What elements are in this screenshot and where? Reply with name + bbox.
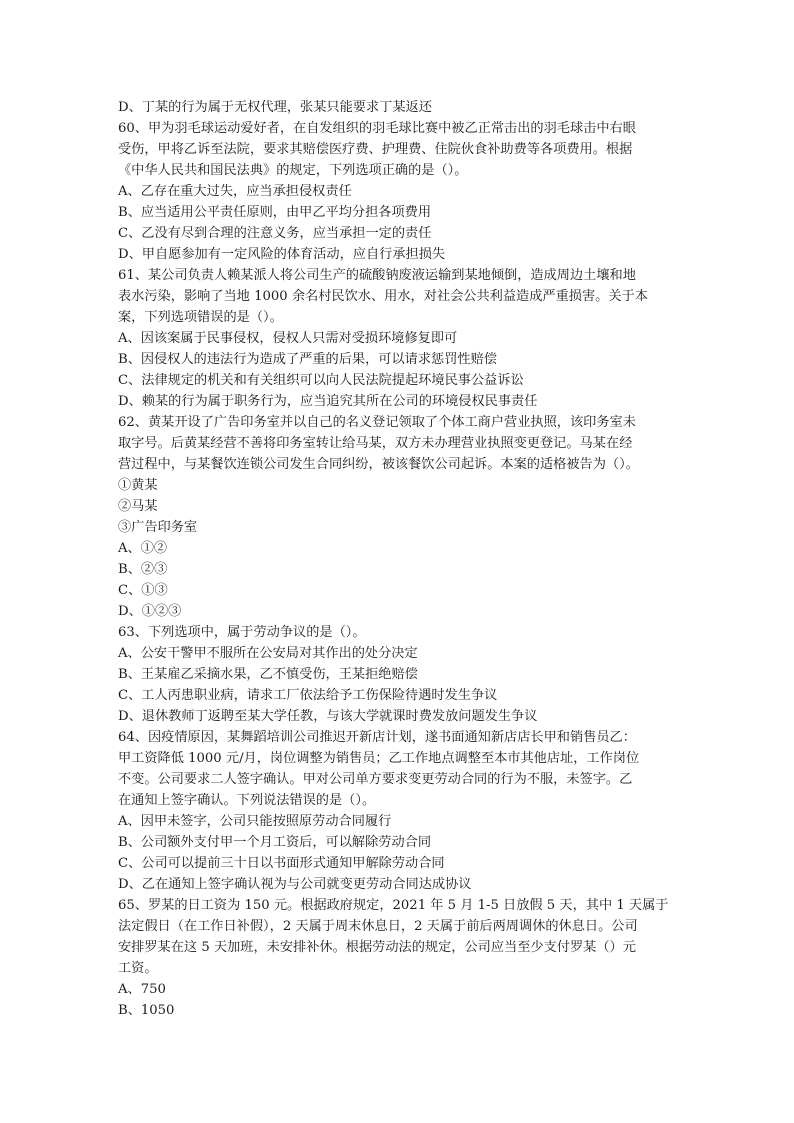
- text-line: A、750: [118, 982, 166, 997]
- text-line: D、赖某的行为属于职务行为，应当追究其所在公司的环境侵权民事责任: [118, 394, 538, 409]
- text-line: B、②③: [118, 562, 168, 577]
- text-line: A、乙存在重大过失，应当承担侵权责任: [118, 184, 352, 199]
- text-line: 63、下列选项中，属于劳动争议的是（）。: [118, 625, 366, 640]
- text-line: D、退休教师丁返聘至某大学任教，与该大学就课时费发放问题发生争议: [118, 709, 538, 724]
- text-line: 《中华人民共和国民法典》的规定，下列选项正确的是（）。: [118, 163, 468, 178]
- text-line: D、丁某的行为属于无权代理，张某只能要求丁某返还: [118, 100, 432, 115]
- text-line: 62、黄某开设了广告印务室并以自己的名义登记领取了个体工商户营业执照，该印务室未: [118, 415, 636, 430]
- text-line: B、王某雇乙采摘水果，乙不慎受伤，王某拒绝赔偿: [118, 667, 418, 682]
- text-line: A、①②: [118, 541, 168, 556]
- text-line: A、公安干警甲不服所在公安局对其作出的处分决定: [118, 646, 418, 661]
- text-line: ③广告印务室: [118, 520, 198, 535]
- text-line: ②马某: [118, 499, 158, 514]
- text-line: B、因侵权人的违法行为造成了严重的后果，可以请求惩罚性赔偿: [118, 352, 497, 367]
- text-line: 65、罗某的日工资为 150 元。根据政府规定，2021 年 5 月 1-5 日放假 5 天，其中 1 天属于: [118, 898, 669, 913]
- document-page: [118, 97, 678, 1021]
- text-line: 64、因疫情原因，某舞蹈培训公司推迟开新店计划，遂书面通知新店店长甲和销售员乙：: [118, 730, 636, 745]
- text-line: C、①③: [118, 583, 168, 598]
- text-line: 不变。公司要求二人签字确认。甲对公司单方要求变更劳动合同的行为不服，未签字。乙: [118, 772, 633, 787]
- text-line: 60、甲为羽毛球运动爱好者，在自发组织的羽毛球比赛中被乙正常击出的羽毛球击中右眼: [118, 121, 636, 136]
- text-line: 取字号。后黄某经营不善将印务室转让给马某，双方未办理营业执照变更登记。马某在经: [118, 436, 633, 451]
- text-line: D、甲自愿参加有一定风险的体育活动，应自行承担损失: [118, 247, 446, 262]
- text-line: C、乙没有尽到合理的注意义务，应当承担一定的责任: [118, 226, 432, 241]
- text-line: 甲工资降低 1000 元/月，岗位调整为销售员；乙工作地点调整至本市其他店址，工作岗位: [118, 751, 640, 766]
- text-line: 案，下列选项错误的是（）。: [118, 310, 283, 325]
- text-line: A、因甲未签字，公司只能按照原劳动合同履行: [118, 814, 392, 829]
- text-line: 工资。: [118, 961, 158, 976]
- text-line: 受伤，甲将乙诉至法院，要求其赔偿医疗费、护理费、住院伙食补助费等各项费用。根据: [118, 142, 633, 157]
- text-line: C、公司可以提前三十日以书面形式通知甲解除劳动合同: [118, 856, 445, 871]
- text-line: C、工人丙患职业病，请求工厂依法给予工伤保险待遇时发生争议: [118, 688, 498, 703]
- text-line: A、因该案属于民事侵权，侵权人只需对受损环境修复即可: [118, 331, 458, 346]
- text-line: 营过程中，与某餐饮连锁公司发生合同纠纷，被该餐饮公司起诉。本案的适格被告为（）。: [118, 457, 639, 472]
- text-line: B、1050: [118, 1003, 175, 1018]
- text-line: 法定假日（在工作日补假），2 天属于周末休息日，2 天属于前后两周调休的休息日。公司: [118, 919, 638, 934]
- text-line: D、乙在通知上签字确认视为与公司就变更劳动合同达成协议: [118, 877, 472, 892]
- text-line: B、公司额外支付甲一个月工资后，可以解除劳动合同: [118, 835, 432, 850]
- text-line: 表水污染，影响了当地 1000 余名村民饮水、用水，对社会公共利益造成严重损害。关于本: [118, 289, 648, 304]
- text-line: 在通知上签字确认。下列说法错误的是（）。: [118, 793, 376, 808]
- text-line: 安排罗某在这 5 天加班，未安排补休。根据劳动法的规定，公司应当至少支付罗某（）元: [118, 940, 636, 955]
- text-line: D、①②③: [118, 604, 182, 619]
- text-line: B、应当适用公平责任原则，由甲乙平均分担各项费用: [118, 205, 432, 220]
- text-line: 61、某公司负责人赖某派人将公司生产的硫酸钠废液运输到某地倾倒，造成周边土壤和地: [118, 268, 636, 283]
- text-line: C、法律规定的机关和有关组织可以向人民法院提起环境民事公益诉讼: [118, 373, 524, 388]
- text-line: ①黄某: [118, 478, 158, 493]
